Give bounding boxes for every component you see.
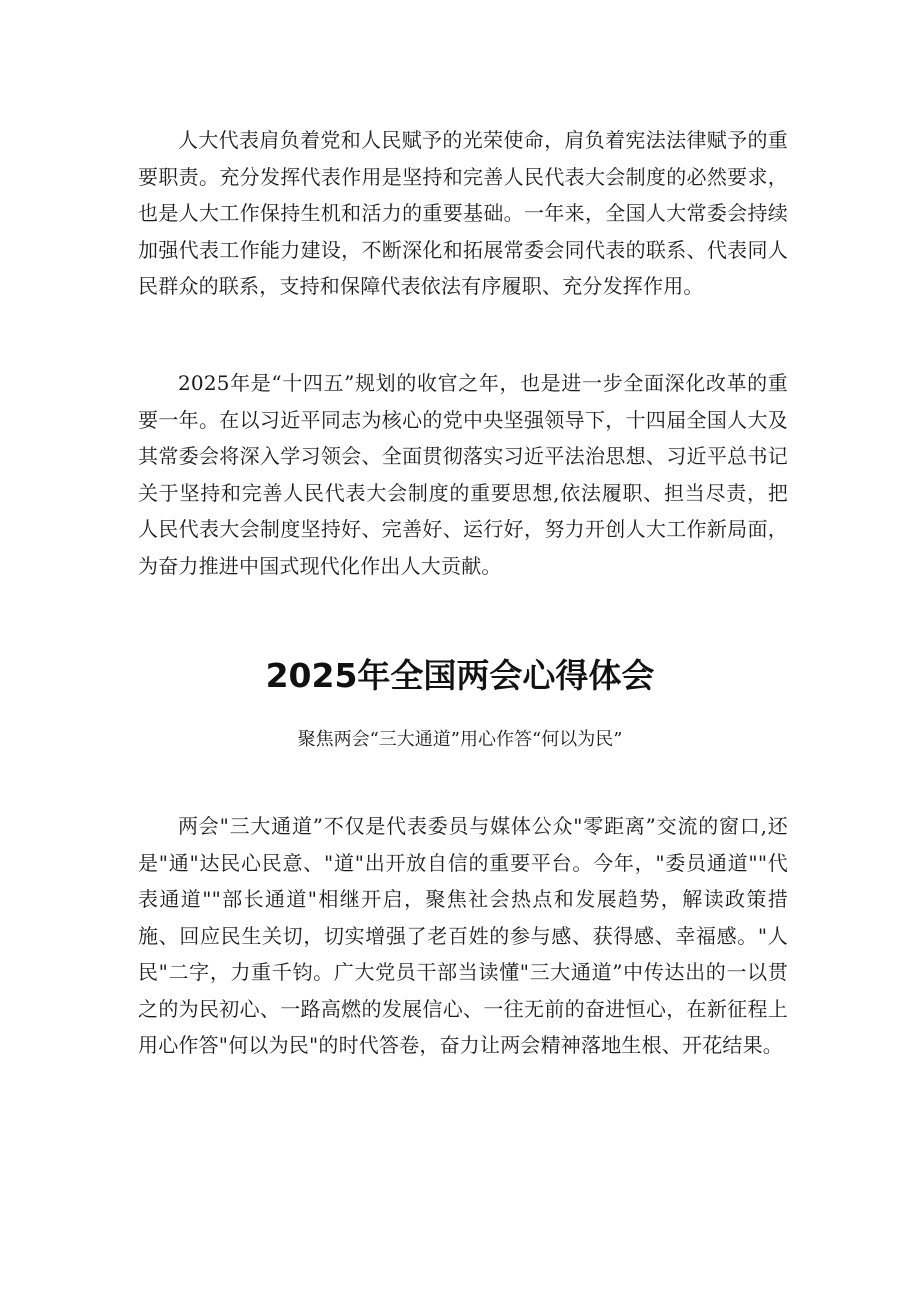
body-paragraph-2025-plan: 2025年是“十四五”规划的收官之年，也是进一步全面深化改革的重要一年。在以习近平同志为核心的党中央坚强领导下，十四届全国人大及其常委会将深入学习领会、全面贯彻落实习近平法治思想、习近平总书记关于坚持和完善人民代表大会制度的重要思想,依法履职、担当尽责，把人民代表大会制度坚持好、完善好、运行好，努力开创人大工作新局面，为奋力推进中国式现代化作出人大贡献。 — [138, 371, 788, 578]
body-paragraph-representatives: 人大代表肩负着党和人民赋予的光荣使命，肩负着宪法法律赋予的重要职责。充分发挥代表作用是坚持和完善人民代表大会制度的必然要求，也是人大工作保持生机和活力的重要基础。一年来，全国人大常委会持续加强代表工作能力建设，不断深化和拓展常委会同代表的联系、代表同人民群众的联系，支持和保障代表依法有序履职、充分发挥作用。 — [138, 128, 788, 298]
document-title: 2025年全国两会心得体会 — [265, 656, 655, 695]
document-subtitle: 聚焦两会“三大通道”用心作答“何以为民” — [297, 729, 623, 750]
body-paragraph-three-channels: 两会"三大通道”不仅是代表委员与媒体公众"零距离”交流的窗口,还是"通"达民心民意、"道"出开放自信的重要平台。今年，"委员通道""代表通道""部长通道"相继开启，聚焦社会热点和发展趋势，解读政策措施、回应民生关切，切实增强了老百姓的参与感、获得感、幸福感。"人民"二字，力重千钧。广大党员干部当读懂"三大通道”中传达出的一以贯之的为民初心、一路高燃的发展信心、一往无前的奋进恒心，在新征程上用心作答"何以为民"的时代答卷，奋力让两会精神落地生根、开花结果。 — [138, 814, 788, 1057]
title-block — [0, 652, 920, 754]
